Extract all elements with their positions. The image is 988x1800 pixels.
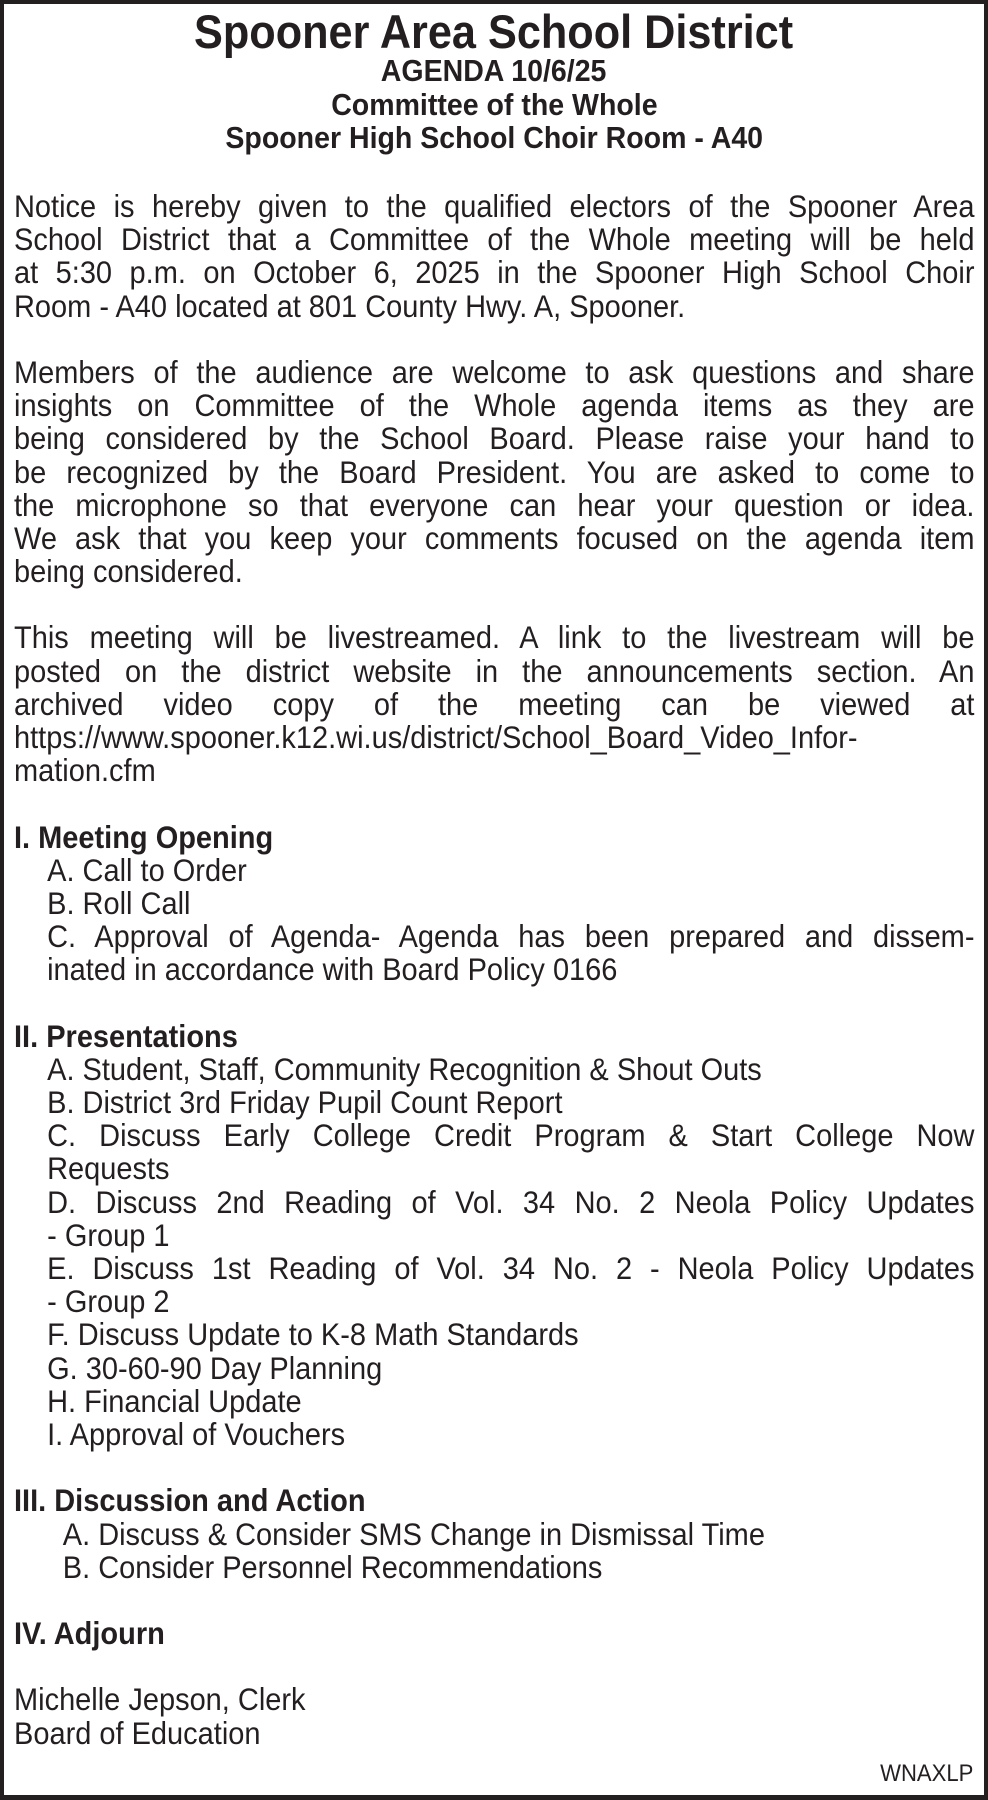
- clerk-name: Michelle Jepson, Clerk: [14, 1681, 306, 1718]
- paragraph-line: This meeting will be livestreamed. A link to the livestream will be: [14, 619, 975, 656]
- agenda-item-continued: - Group 2: [47, 1283, 170, 1320]
- livestream-paragraph: [14, 621, 974, 787]
- board-name: Board of Education: [14, 1714, 261, 1751]
- paragraph-line: at 5:30 p.m. on October 6, 2025 in the Spooner High School Choir: [14, 254, 975, 291]
- section-heading: II. Presentations: [14, 1017, 238, 1054]
- section-heading: I. Meeting Opening: [14, 818, 274, 855]
- spacer: [14, 323, 974, 356]
- agenda-item: G. 30-60-90 Day Planning: [47, 1349, 383, 1386]
- meeting-location-text: Spooner High School Choir Room - A40: [225, 120, 763, 155]
- ad-code: WNAXLP: [879, 1760, 973, 1787]
- agenda-item: A. Discuss & Consider SMS Change in Dismissal Time: [62, 1515, 765, 1552]
- agenda-item: C. Approval of Agenda- Agenda has been prepared and dissem-: [47, 918, 975, 955]
- paragraph-line: School District that a Committee of the Whole meeting will be held: [14, 221, 975, 258]
- spacer: [14, 1584, 974, 1617]
- agenda-item: E. Discuss 1st Reading of Vol. 34 No. 2 - Neola Policy Updates: [47, 1250, 975, 1286]
- section-heading: IV. Adjourn: [14, 1615, 165, 1652]
- agenda-item: F. Discuss Update to K-8 Math Standards: [47, 1316, 579, 1353]
- paragraph-line: Room - A40 located at 801 County Hwy. A, Spooner.: [14, 287, 686, 324]
- paragraph-line: being considered by the School Board. Please raise your hand to: [14, 420, 975, 457]
- agenda-item: A. Call to Order: [47, 851, 247, 888]
- spacer: [14, 787, 974, 820]
- paragraph-line: Notice is hereby given to the qualified electors of the Spooner Area: [14, 188, 975, 224]
- district-title: [0, 4, 988, 60]
- meeting-type: [0, 88, 988, 122]
- spacer: [14, 588, 974, 621]
- paragraph-line: We ask that you keep your comments focused on the agenda item: [14, 519, 975, 556]
- district-title-text: Spooner Area School District: [194, 5, 794, 58]
- livestream-url[interactable]: https://www.spooner.k12.wi.us/district/School_Board_Video_Infor-: [14, 719, 858, 755]
- notice-body: [14, 190, 974, 1750]
- spacer: [14, 1451, 974, 1484]
- agenda-section-presentations: [14, 1017, 975, 1452]
- paragraph-line: be recognized by the Board President. You are asked to come to: [14, 453, 975, 490]
- notice-paragraph: [14, 190, 974, 323]
- agenda-item-continued: Requests: [47, 1150, 170, 1187]
- spacer: [14, 1650, 974, 1683]
- agenda-item: B. Consider Personnel Recommendations: [62, 1548, 603, 1585]
- signature-block: [14, 1683, 974, 1749]
- agenda-item: C. Discuss Early College Credit Program & Start College Now: [47, 1117, 975, 1154]
- paragraph-line: insights on Committee of the Whole agenda items as they are: [14, 387, 975, 424]
- spacer: [14, 987, 974, 1020]
- agenda-section-adjourn: [14, 1617, 974, 1650]
- paragraph-line: being considered.: [14, 553, 243, 590]
- livestream-url-continued[interactable]: mation.cfm: [14, 752, 156, 789]
- section-heading: III. Discussion and Action: [14, 1482, 366, 1519]
- agenda-item: D. Discuss 2nd Reading of Vol. 34 No. 2 Neola Policy Updates: [47, 1183, 975, 1220]
- agenda-date: [0, 54, 988, 88]
- meeting-location: [0, 121, 988, 155]
- paragraph-line: Members of the audience are welcome to ask questions and share: [14, 353, 975, 390]
- agenda-item: B. Roll Call: [47, 884, 191, 921]
- agenda-item: I. Approval of Vouchers: [47, 1415, 346, 1452]
- agenda-item: H. Financial Update: [47, 1382, 302, 1419]
- agenda-item: B. District 3rd Friday Pupil Count Report: [47, 1084, 563, 1121]
- agenda-section-discussion-action: [14, 1484, 974, 1584]
- agenda-item: A. Student, Staff, Community Recognition & Shout Outs: [47, 1050, 762, 1087]
- agenda-item-continued: inated in accordance with Board Policy 0166: [47, 951, 618, 988]
- audience-paragraph: [14, 353, 975, 590]
- paragraph-line: posted on the district website in the announcements section. An: [14, 652, 975, 689]
- agenda-section-meeting-opening: [14, 818, 975, 988]
- agenda-item-continued: - Group 1: [47, 1216, 170, 1253]
- paragraph-line: the microphone so that everyone can hear your question or idea.: [14, 486, 975, 523]
- paragraph-line: archived video copy of the meeting can be viewed at: [14, 685, 975, 722]
- meeting-type-text: Committee of the Whole: [330, 87, 658, 122]
- agenda-date-text: AGENDA 10/6/25: [381, 53, 607, 88]
